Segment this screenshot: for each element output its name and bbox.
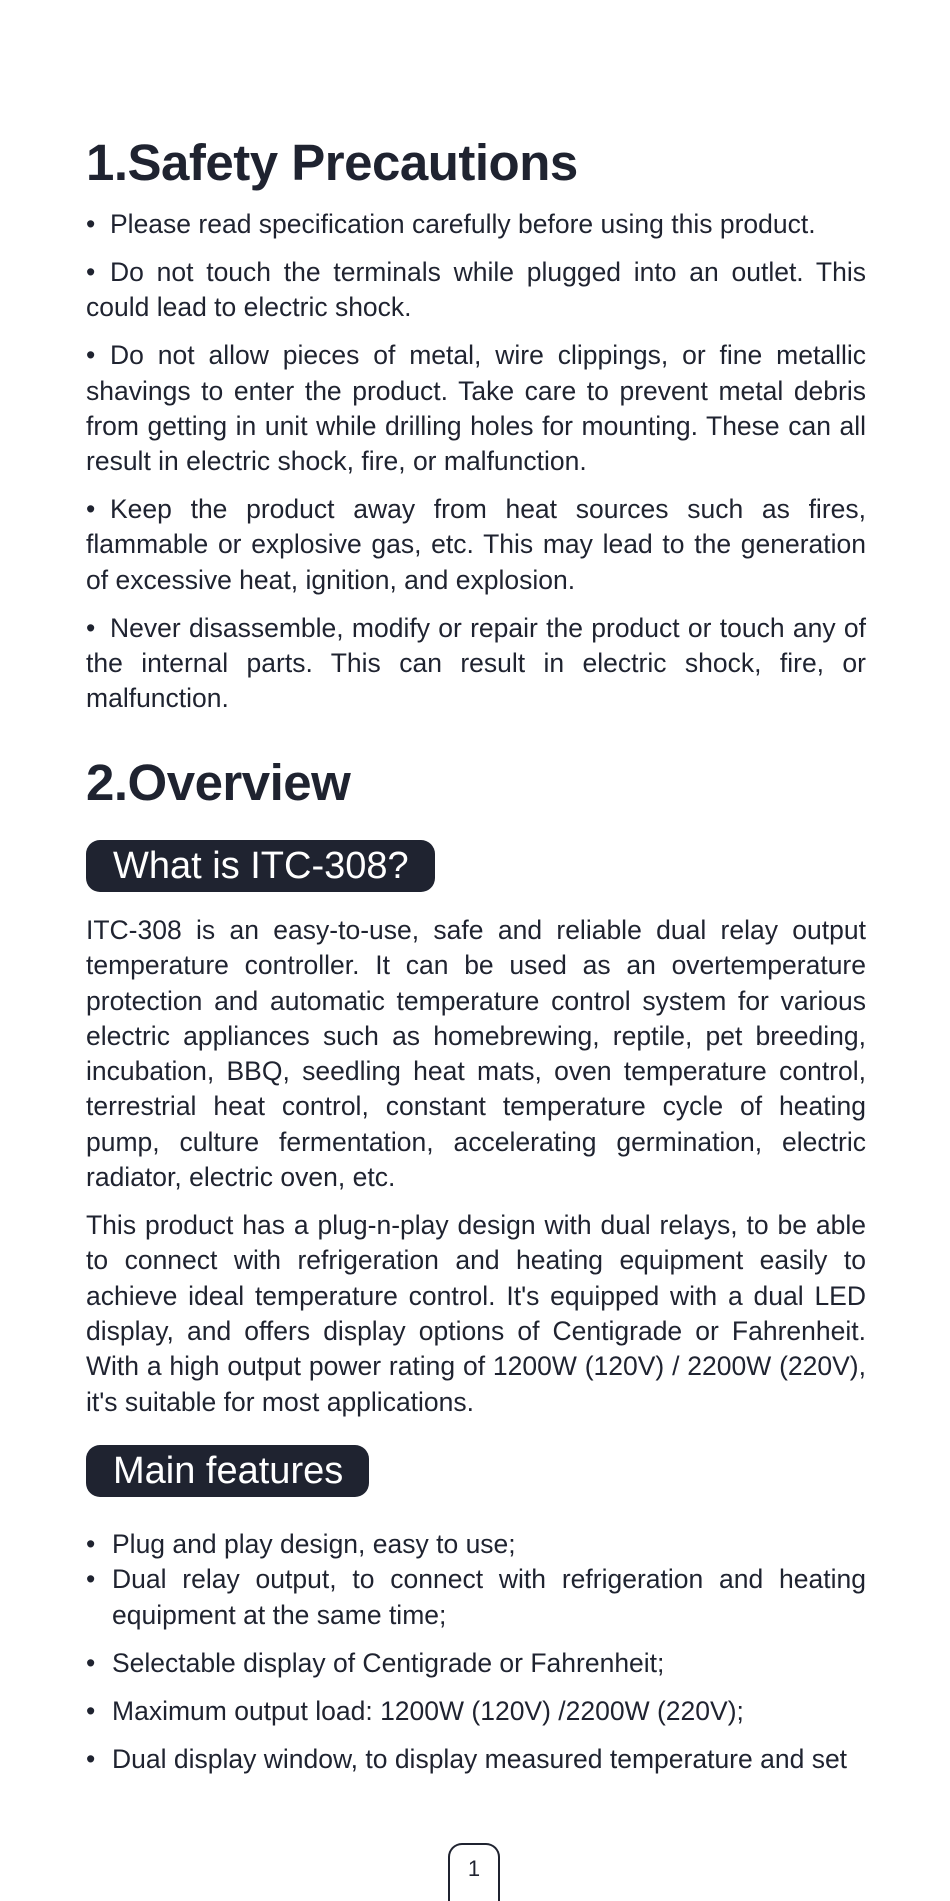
safety-heading: 1.Safety Precautions <box>86 134 578 191</box>
safety-item-text: Do not allow pieces of metal, wire clippings, or fine metallic shavings to enter the product. Take care to prevent metal debris from getting in unit while drilling holes for mounting. These can all result in electric shock, fire, or malfunction. <box>86 340 866 477</box>
safety-list <box>86 207 866 729</box>
bullet: • <box>86 340 96 371</box>
safety-item <box>86 611 866 717</box>
bullet: • <box>86 256 96 287</box>
feature-item: • Selectable display of Centigrade or Fahrenheit; <box>86 1646 866 1681</box>
overview-heading: 2.Overview <box>86 754 351 811</box>
features-list <box>86 1527 866 1790</box>
what-is-section-label: What is ITC-308? <box>86 840 435 892</box>
safety-item <box>86 207 866 242</box>
overview-body <box>86 913 866 1433</box>
page-number: 1 <box>448 1843 500 1901</box>
safety-item-text: Do not touch the terminals while plugged into an outlet. This could lead to electric shock. <box>86 256 866 323</box>
overview-paragraph: This product has a plug-n-play design with dual relays, to be able to connect with refrigeration and heating equipment easily to achieve ideal temperature control. It's equipped with a dual LED display, and offers display options of Centigrade or Fahrenheit. With a high output power rating of 1200W (120V) / 2200W (220V), it's suitable for most applications. <box>86 1210 866 1417</box>
feature-item: • Plug and play design, easy to use; <box>86 1527 866 1562</box>
safety-item-text: Keep the product away from heat sources such as fires, flammable or explosive gas, etc. This may lead to the generation of excessive heat, ignition, and explosion. <box>86 494 866 595</box>
feature-item: • Maximum output load: 1200W (120V) /2200W (220V); <box>86 1694 866 1729</box>
feature-item: • Dual relay output, to connect with refrigeration and heating equipment at the same time; <box>86 1562 866 1633</box>
main-features-label: Main features <box>86 1445 369 1497</box>
safety-item-text: Please read specification carefully before using this product. <box>110 209 816 239</box>
safety-item <box>86 492 866 598</box>
bullet: • <box>86 612 96 643</box>
bullet: • <box>86 209 96 239</box>
feature-item: • Dual display window, to display measured temperature and set <box>86 1742 866 1777</box>
safety-item <box>86 338 866 479</box>
safety-item-text: Never disassemble, modify or repair the product or touch any of the internal parts. This can result in electric shock, fire, or malfunction. <box>86 612 866 714</box>
safety-item <box>86 255 866 326</box>
bullet: • <box>86 494 96 525</box>
overview-paragraph: ITC-308 is an easy-to-use, safe and reliable dual relay output temperature controller. It can be used as an overtemperature protection and automatic temperature control system for various electric appliances such as homebrewing, reptile, pet breeding, incubation, BBQ, seedling heat mats, oven temperature control, terrestrial heat control, constant temperature cycle of heating pump, culture fermentation, accelerating germination, electric radiator, electric oven, etc. <box>86 915 866 1193</box>
